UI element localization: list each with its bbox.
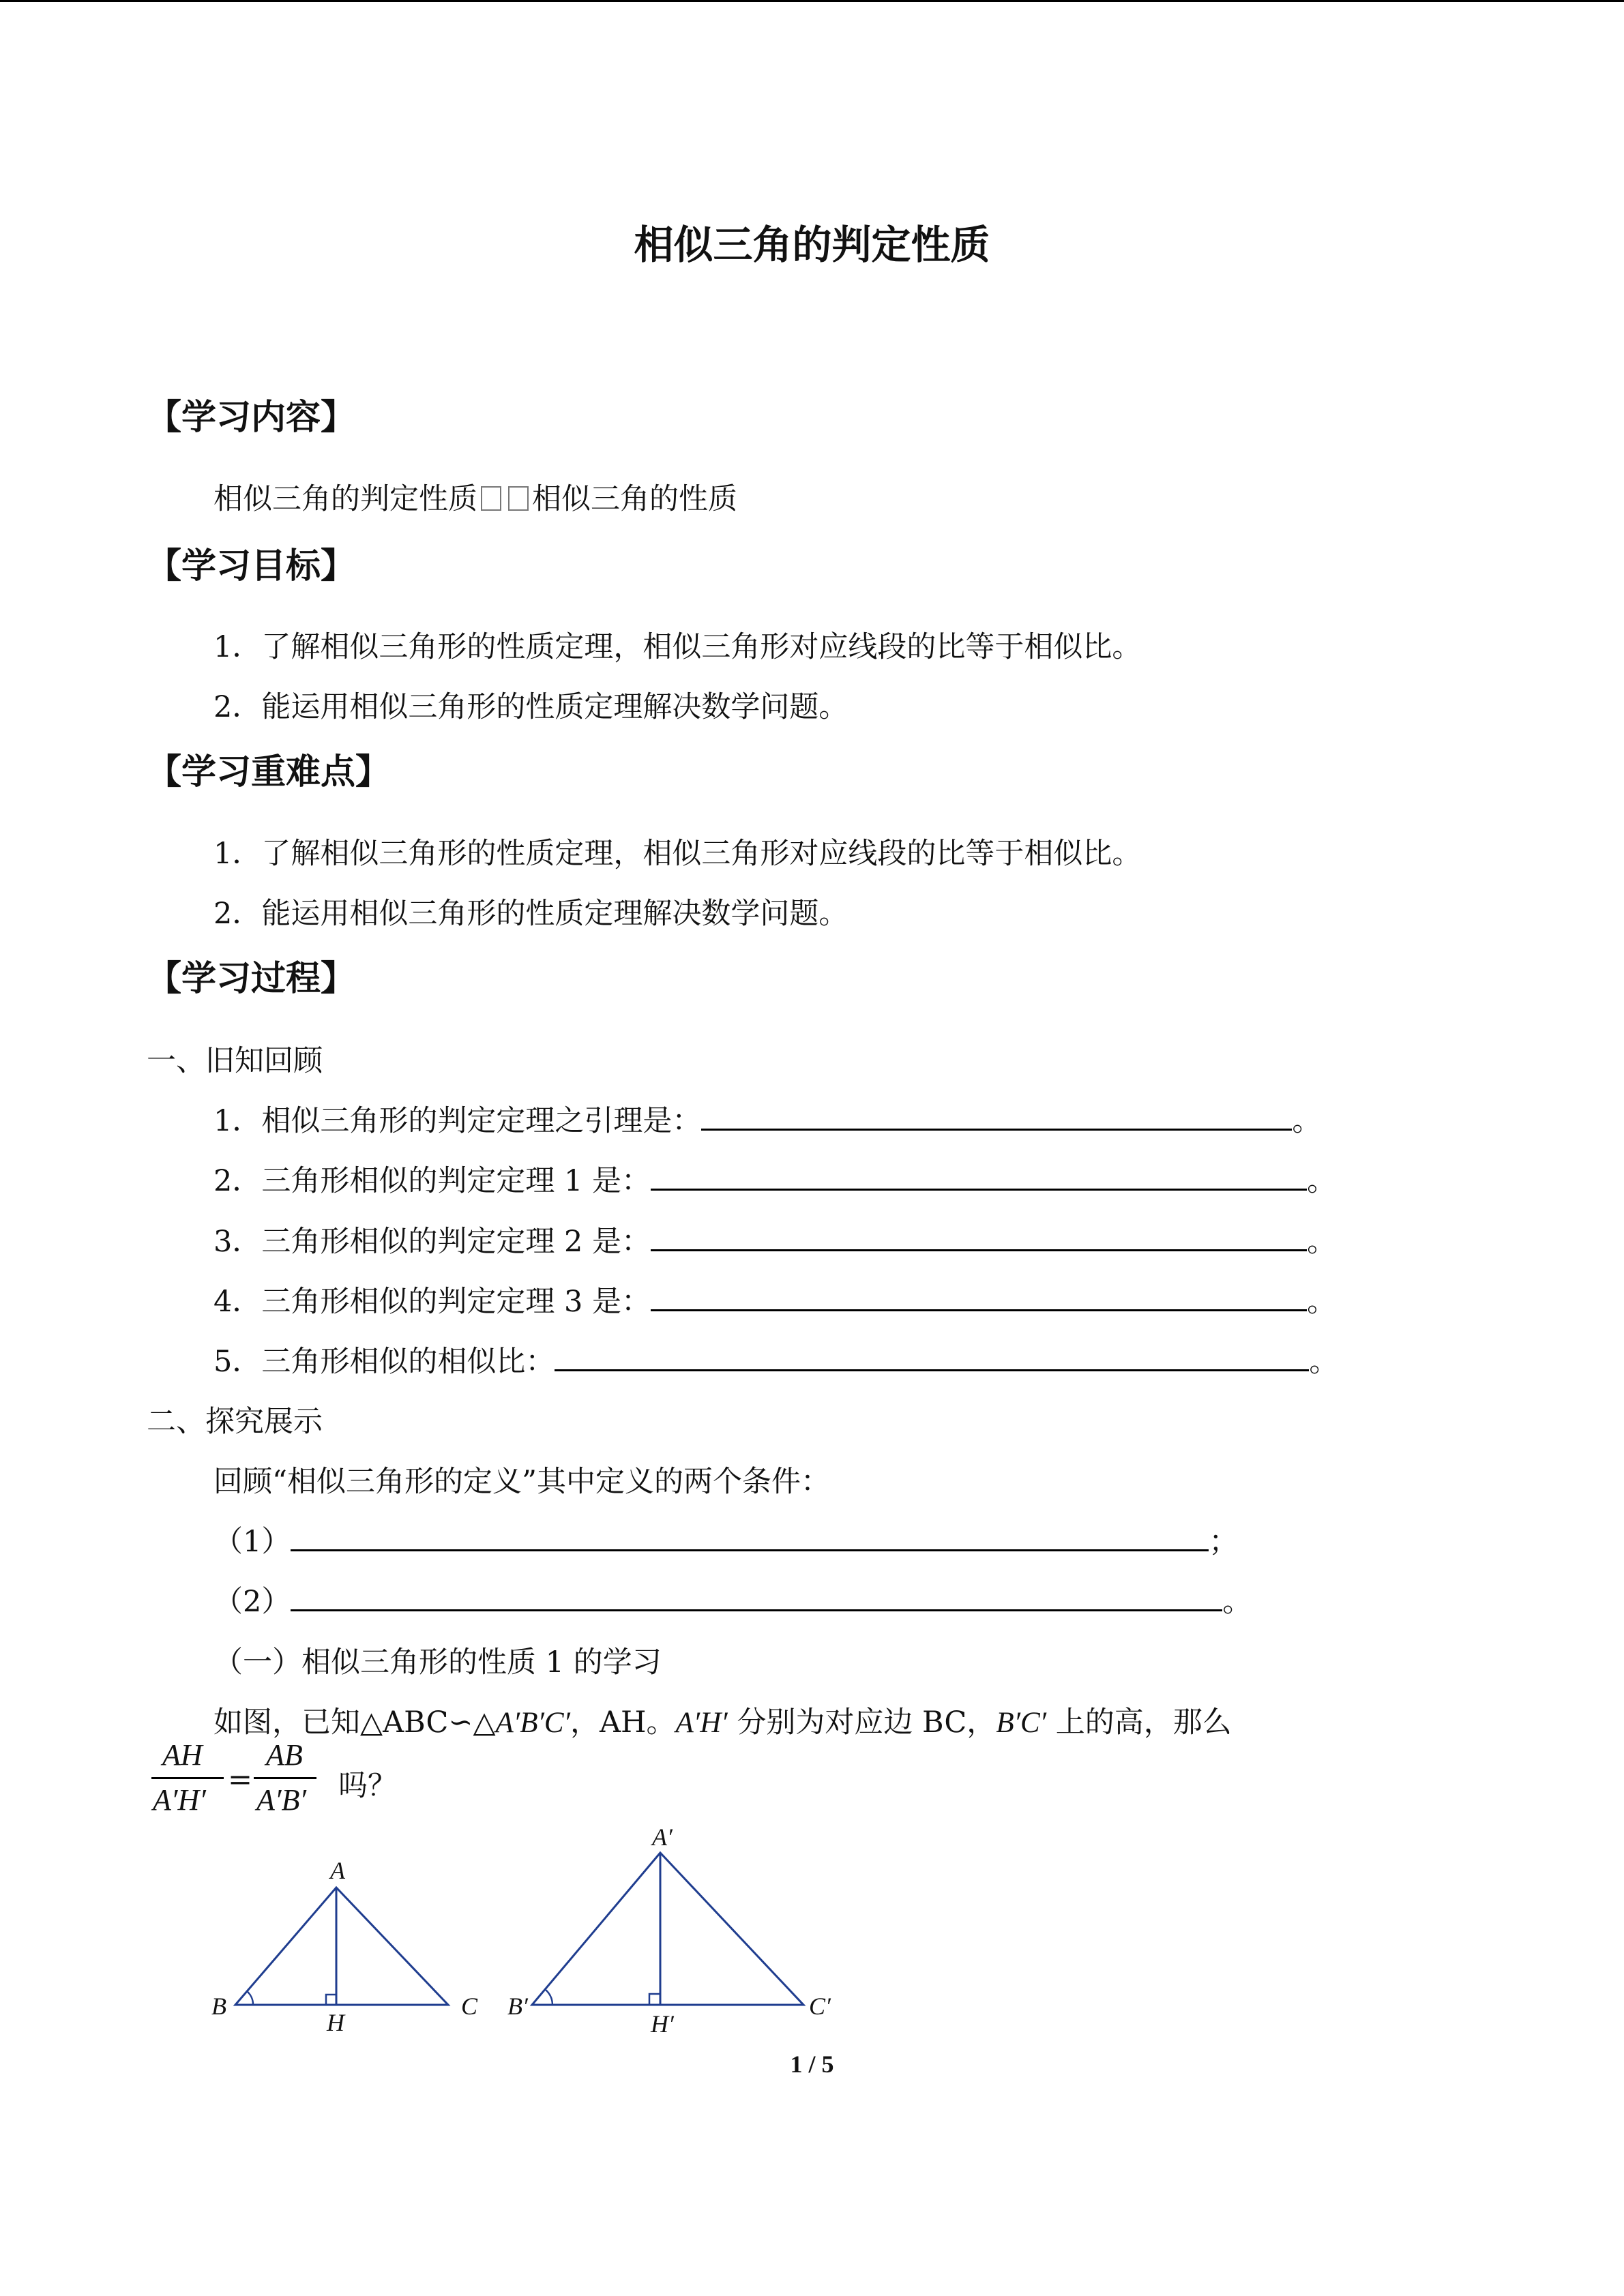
page-number: 1 / 5 bbox=[790, 2051, 834, 2078]
explore-heading: 二、探究展示 bbox=[147, 1405, 323, 1439]
goal-item: 2．能运用相似三角形的性质定理解决数学问题。 bbox=[213, 690, 848, 724]
review-end: 。 bbox=[1292, 1104, 1322, 1138]
fraction-denominator: A′H′ bbox=[153, 1783, 206, 1817]
math-altitude: A′H′ bbox=[675, 1707, 728, 1739]
review-label: 3．三角形相似的判定定理 2 是： bbox=[213, 1225, 651, 1259]
vertex-label-c: C bbox=[461, 1993, 478, 2020]
math-side: B′C′ bbox=[996, 1707, 1047, 1739]
review-label: 5．三角形相似的相似比： bbox=[213, 1345, 555, 1379]
triangle-abc bbox=[235, 1888, 448, 2005]
vertex-label-a: A bbox=[330, 1857, 345, 1884]
condition-label: （2） bbox=[213, 1585, 291, 1619]
review-end: 。 bbox=[1307, 1225, 1337, 1259]
triangle-abc-outline bbox=[235, 1888, 448, 2005]
review-label: 4．三角形相似的判定定理 3 是： bbox=[213, 1285, 651, 1319]
review-end: 。 bbox=[1309, 1345, 1339, 1379]
heading-process: 【学习过程】 bbox=[147, 959, 356, 999]
question-part: 如图，已知△ABC∽△ bbox=[213, 1705, 496, 1740]
explore-intro: 回顾“相似三角形的定义”其中定义的两个条件： bbox=[213, 1465, 830, 1499]
question-tail: 吗？ bbox=[338, 1769, 397, 1803]
fraction-numerator: AH bbox=[162, 1738, 203, 1772]
vertex-label-b-prime: B′ bbox=[507, 1993, 528, 2020]
fraction-denominator: A′B′ bbox=[256, 1783, 307, 1817]
vertex-label-b: B bbox=[211, 1993, 226, 2020]
triangle-a1b1c1 bbox=[532, 1853, 803, 2005]
review-end: 。 bbox=[1307, 1164, 1337, 1198]
goal-item: 1．了解相似三角形的性质定理，相似三角形对应线段的比等于相似比。 bbox=[213, 630, 1142, 664]
heading-content: 【学习内容】 bbox=[147, 398, 356, 438]
foot-label-h-prime: H′ bbox=[651, 2010, 674, 2038]
review-end: 。 bbox=[1307, 1285, 1337, 1319]
right-angle-mark bbox=[649, 1994, 660, 2005]
equals-sign: = bbox=[228, 1763, 253, 1797]
content-text-b: 相似三角的性质 bbox=[532, 482, 737, 516]
vertex-label-c-prime: C′ bbox=[809, 1993, 831, 2020]
condition-label: （1） bbox=[213, 1525, 291, 1559]
angle-arc-b bbox=[247, 1991, 253, 2005]
content-text-a: 相似三角的判定性质 bbox=[213, 482, 477, 516]
review-label: 1．相似三角形的判定定理之引理是： bbox=[213, 1104, 702, 1138]
vertex-label-a-prime: A′ bbox=[652, 1823, 673, 1851]
foot-label-h: H bbox=[327, 2009, 344, 2036]
condition-end: 。 bbox=[1222, 1585, 1252, 1619]
question-part: ，AH。 bbox=[570, 1705, 676, 1740]
review-label: 2．三角形相似的判定定理 1 是： bbox=[213, 1164, 651, 1198]
explore-sub-heading: （一）相似三角形的性质 1 的学习 bbox=[213, 1645, 662, 1680]
question-part: 分别为对应边 BC， bbox=[737, 1705, 996, 1740]
condition-end: ； bbox=[1209, 1525, 1239, 1559]
page-title: 相似三角的判定性质 bbox=[634, 222, 990, 268]
fraction-numerator: AB bbox=[266, 1738, 303, 1772]
angle-arc-b1 bbox=[546, 1990, 552, 2005]
review-heading: 一、旧知回顾 bbox=[147, 1044, 323, 1078]
key-point-item: 1．了解相似三角形的性质定理，相似三角形对应线段的比等于相似比。 bbox=[213, 837, 1142, 871]
math-triangle: A′B′C′ bbox=[495, 1707, 570, 1739]
right-angle-mark bbox=[326, 1995, 336, 2005]
triangle-a1b1c1-outline bbox=[532, 1853, 803, 2005]
heading-key-points: 【学习重难点】 bbox=[147, 752, 391, 792]
question-part: 上的高，那么 bbox=[1055, 1705, 1232, 1740]
heading-goals: 【学习目标】 bbox=[147, 546, 356, 586]
key-point-item: 2．能运用相似三角形的性质定理解决数学问题。 bbox=[213, 897, 848, 931]
